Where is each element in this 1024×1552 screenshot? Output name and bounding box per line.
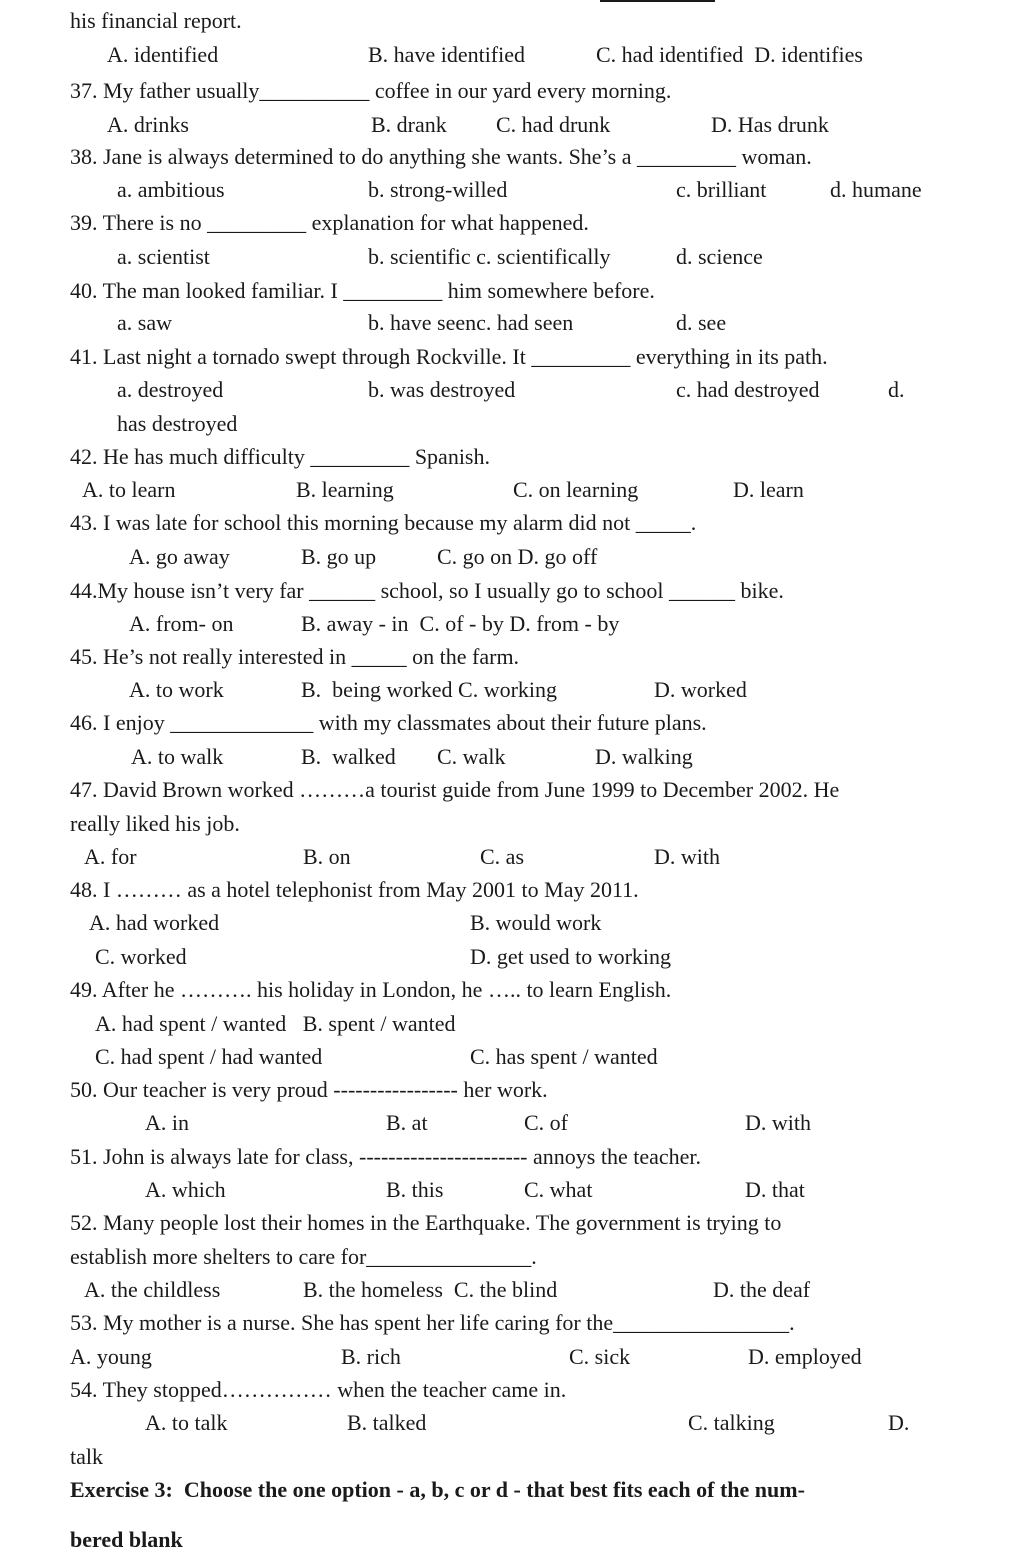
answer-option: A. had worked — [89, 910, 220, 935]
answer-option: D. worked — [654, 677, 747, 702]
answer-option: a. saw — [117, 310, 172, 335]
answer-option: B. drank — [371, 112, 447, 137]
answer-option: A. go away — [129, 544, 230, 569]
answer-option: A. from- on — [129, 611, 234, 636]
answer-option: B. would work — [470, 910, 602, 935]
answer-option: A. the childless — [84, 1277, 221, 1302]
question-text: 49. After he ………. his holiday in London, he ….. to learn English. — [70, 977, 672, 1002]
question-text: really liked his job. — [70, 811, 240, 836]
answer-option: talk — [70, 1444, 103, 1469]
answer-option: A. had spent / wanted B. spent / wanted — [95, 1011, 456, 1036]
answer-option: B. rich — [341, 1344, 401, 1369]
question-text: 45. He’s not really interested in _____ on the farm. — [70, 644, 520, 669]
answer-option: C. worked — [95, 944, 187, 969]
answer-option: b. strong-willed — [368, 177, 508, 202]
answer-option: D. with — [654, 844, 720, 869]
answer-option: D. — [888, 1410, 910, 1435]
answer-option: b. was destroyed — [368, 377, 516, 402]
answer-option: d. see — [676, 310, 727, 335]
answer-option: d. humane — [830, 177, 922, 202]
answer-option: a. destroyed — [117, 377, 224, 402]
question-text: 42. He has much difficulty _________ Spanish. — [70, 444, 490, 469]
answer-option: C. had spent / had wanted — [95, 1044, 323, 1069]
top-underline-rule — [600, 0, 715, 2]
question-text: 44.My house isn’t very far ______ school, so I usually go to school ______ bike. — [70, 578, 784, 603]
answer-option: B. the homeless C. the blind — [303, 1277, 558, 1302]
question-text: 54. They stopped…………… when the teacher came in. — [70, 1377, 567, 1402]
answer-option: D. employed — [748, 1344, 862, 1369]
answer-option: A. for — [84, 844, 137, 869]
answer-option: B. go up — [301, 544, 377, 569]
question-text: 40. The man looked familiar. I _________ him somewhere before. — [70, 278, 655, 303]
answer-option: D. Has drunk — [711, 112, 829, 137]
question-text: 39. There is no _________ explanation for what happened. — [70, 210, 589, 235]
answer-option: B. this — [386, 1177, 444, 1202]
answer-option: A. drinks — [107, 112, 189, 137]
answer-option: c. had destroyed — [676, 377, 820, 402]
answer-option: D. that — [745, 1177, 805, 1202]
answer-option: C. talking — [688, 1410, 775, 1435]
question-text: 48. I ……… as a hotel telephonist from May 2001 to May 2011. — [70, 877, 639, 902]
answer-option: C. had drunk — [496, 112, 611, 137]
question-text: 51. John is always late for class, ----------------------- annoys the teacher. — [70, 1144, 701, 1169]
question-text: 53. My mother is a nurse. She has spent her life caring for the________________. — [70, 1310, 795, 1335]
answer-option: B. away - in C. of - by D. from - by — [301, 611, 620, 636]
answer-option: A. to work — [129, 677, 224, 702]
answer-option: A. in — [145, 1110, 189, 1135]
answer-option: c. brilliant — [676, 177, 767, 202]
answer-option: b. scientific c. scientifically — [368, 244, 611, 269]
answer-option: C. walk — [437, 744, 506, 769]
question-text: 41. Last night a tornado swept through Rockville. It _________ everything in its path. — [70, 344, 828, 369]
answer-option: B. at — [386, 1110, 428, 1135]
answer-option: C. as — [480, 844, 524, 869]
answer-option: B. have identified — [368, 42, 526, 67]
answer-option: B. on — [303, 844, 351, 869]
question-text: 52. Many people lost their homes in the Earthquake. The government is trying to — [70, 1210, 782, 1235]
answer-option: D. learn — [733, 477, 804, 502]
answer-option: B. learning — [296, 477, 394, 502]
answer-option: has destroyed — [117, 411, 238, 436]
answer-option: A. to walk — [131, 744, 224, 769]
question-text: 50. Our teacher is very proud ----------------- her work. — [70, 1077, 548, 1102]
exercise-heading: Exercise 3: Choose the one option - a, b, c or d - that best fits each of the num- — [70, 1477, 805, 1502]
answer-option: C. has spent / wanted — [470, 1044, 658, 1069]
answer-option: A. to talk — [145, 1410, 228, 1435]
question-text: 37. My father usually__________ coffee in our yard every morning. — [70, 78, 672, 103]
answer-option: A. identified — [107, 42, 219, 67]
answer-option: B. walked — [301, 744, 396, 769]
exercise-heading: bered blank — [70, 1527, 183, 1552]
answer-option: B. being worked C. working — [301, 677, 558, 702]
answer-option: C. of — [524, 1110, 568, 1135]
question-text: his financial report. — [70, 8, 242, 33]
answer-option: C. sick — [569, 1344, 631, 1369]
answer-option: B. talked — [347, 1410, 427, 1435]
answer-option: D. get used to working — [470, 944, 672, 969]
answer-option: C. go on D. go off — [437, 544, 598, 569]
answer-option: C. had identified D. identifies — [596, 42, 863, 67]
answer-option: D. walking — [595, 744, 693, 769]
answer-option: A. which — [145, 1177, 226, 1202]
question-text: establish more shelters to care for_______________. — [70, 1244, 537, 1269]
answer-option: A. to learn — [82, 477, 176, 502]
question-text: 47. David Brown worked ………a tourist guide from June 1999 to December 2002. He — [70, 777, 840, 802]
question-text: 38. Jane is always determined to do anything she wants. She’s a _________ woman. — [70, 144, 812, 169]
answer-option: a. scientist — [117, 244, 210, 269]
answer-option: C. on learning — [513, 477, 639, 502]
answer-option: C. what — [524, 1177, 593, 1202]
answer-option: D. with — [745, 1110, 811, 1135]
answer-option: a. ambitious — [117, 177, 225, 202]
answer-option: b. have seenc. had seen — [368, 310, 574, 335]
answer-option: d. science — [676, 244, 763, 269]
answer-option: D. the deaf — [713, 1277, 811, 1302]
question-text: 43. I was late for school this morning because my alarm did not _____. — [70, 510, 697, 535]
question-text: 46. I enjoy _____________ with my classmates about their future plans. — [70, 710, 707, 735]
answer-option: A. young — [70, 1344, 152, 1369]
answer-option: d. — [888, 377, 905, 402]
